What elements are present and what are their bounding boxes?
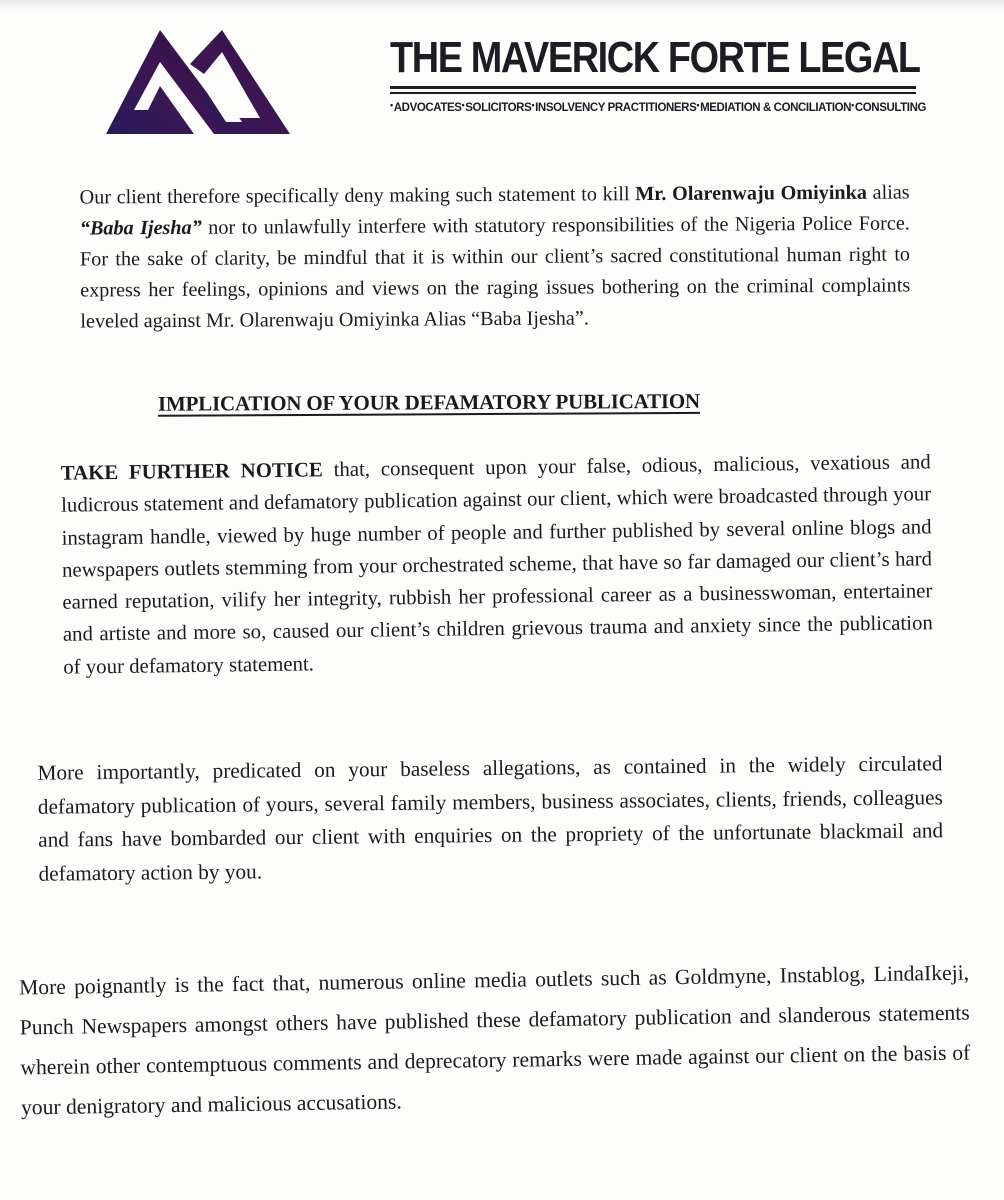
paragraph-denial — [80, 177, 911, 337]
services-list — [390, 100, 927, 114]
service-item: • INSOLVENCY PRACTITIONERS — [531, 100, 696, 114]
text-run: Our client therefore specifically deny making such statement to kill — [79, 183, 636, 209]
service-item: • ADVOCATES — [390, 100, 462, 114]
service-item: • MEDIATION & CONCILIATION — [696, 100, 851, 114]
header-rule — [390, 86, 916, 89]
firm-name: THE MAVERICK FORTE LEGAL — [390, 33, 920, 82]
firm-brand — [390, 33, 927, 114]
paragraph-more-poignantly: More poignantly is the fact that, numerous online media outlets such as Goldmyne, Instablog, LindaIkeji, Punch Newspapers amongst others have published these defamatory publication and slanderous statements wherein other contemptuous comments and deprecatory remarks were made against our client on the basis of your denigratory and malicious accusations. — [18, 960, 971, 1120]
paragraph-more-importantly: More importantly, predicated on your baseless allegations, as contained in the widely circulated defamatory publication of yours, several family members, business associates, clients, friends, colleagues and fans have bombarded our client with enquiries on the propriety of the unfortunate blackmail and defamatory action by you. — [37, 751, 944, 886]
person-name: Mr. Olarenwaju Omiyinka — [635, 181, 868, 206]
text-run: that, consequent upon your false, odious, malicious, vexatious and ludicrous statement and defamatory publication against our client, which were broadcasted through your instagram handle, viewed by huge number of people and further published by several online blogs and newspapers outlets stemming from your orchestrated scheme, that have so far damaged our client’s hard earned reputation, vilify her integrity, rubbish her professional career as a businesswoman, entertainer and artiste and more so, caused our client’s children grievous trauma and anxiety since the publication of your defamatory statement. — [61, 450, 933, 679]
paragraph-further-notice — [61, 446, 934, 683]
service-item: • CONSULTING — [851, 100, 926, 114]
service-item: • SOLICITORS — [462, 100, 532, 114]
letterhead — [0, 0, 1004, 150]
header-rule — [390, 92, 916, 94]
mf-monogram-logo-icon — [104, 28, 292, 138]
text-run: alias — [866, 181, 910, 204]
text-run: nor to unlawfully interfere with statutory responsibilities of the Nigeria Police Force. For the sake of clarity, be mindful that it is within our client’s sacred constitutional human right to express her feelings, opinions and views on the raging issues bothering on the criminal complaints leveled against Mr. Olarenwaju Omiyinka Alias “Baba Ijesha”. — [79, 212, 911, 333]
section-heading: IMPLICATION OF YOUR DEFAMATORY PUBLICATION — [157, 388, 700, 416]
alias-name: “Baba Ijesha” — [79, 216, 202, 240]
notice-lead: TAKE FURTHER NOTICE — [60, 458, 323, 485]
